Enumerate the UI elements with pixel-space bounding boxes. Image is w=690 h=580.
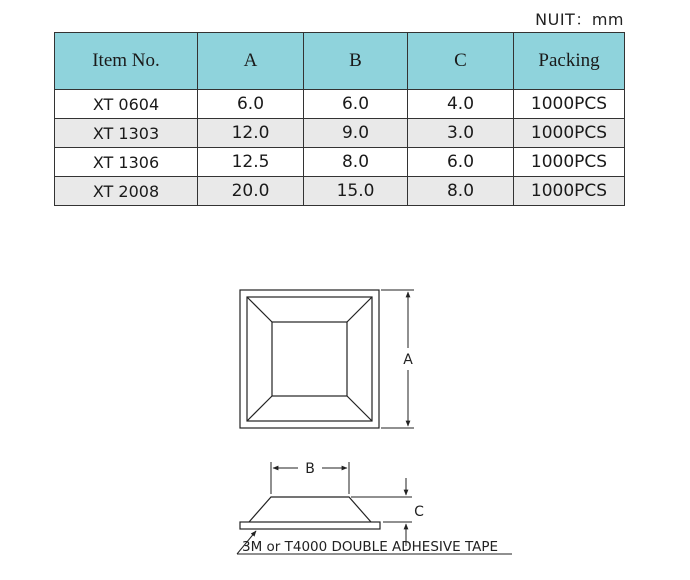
top-view [240,290,379,428]
c-cell: 6.0 [408,148,514,177]
a-cell: 6.0 [198,90,304,119]
header-item-no: Item No. [55,33,198,90]
item-no-cell: XT 1306 [55,148,198,177]
top-view-inner-square [272,322,347,396]
packing-cell: 1000PCS [514,90,625,119]
c-cell: 8.0 [408,177,514,206]
header-c: C [408,33,514,90]
unit-label: NUIT：mm [535,10,624,29]
dimension-c-label: C [414,504,424,520]
header-packing: Packing [514,33,625,90]
dimension-a-label: A [403,352,413,368]
c-cell: 4.0 [408,90,514,119]
header-b: B [304,33,408,90]
b-cell: 15.0 [304,177,408,206]
item-no-cell: XT 1303 [55,119,198,148]
side-view-profile [249,497,371,522]
b-cell: 8.0 [304,148,408,177]
a-cell: 12.0 [198,119,304,148]
packing-cell: 1000PCS [514,148,625,177]
dimension-c [351,478,412,546]
side-view [240,497,380,529]
packing-cell: 1000PCS [514,119,625,148]
b-cell: 6.0 [304,90,408,119]
b-cell: 9.0 [304,119,408,148]
packing-cell: 1000PCS [514,177,625,206]
header-a: A [198,33,304,90]
dimension-b-label: B [305,461,315,477]
c-cell: 3.0 [408,119,514,148]
adhesive-tape [240,522,380,529]
a-cell: 20.0 [198,177,304,206]
item-no-cell: XT 0604 [55,90,198,119]
tape-label: 3M or T4000 DOUBLE ADHESIVE TAPE [242,539,499,555]
a-cell: 12.5 [198,148,304,177]
item-no-cell: XT 2008 [55,177,198,206]
